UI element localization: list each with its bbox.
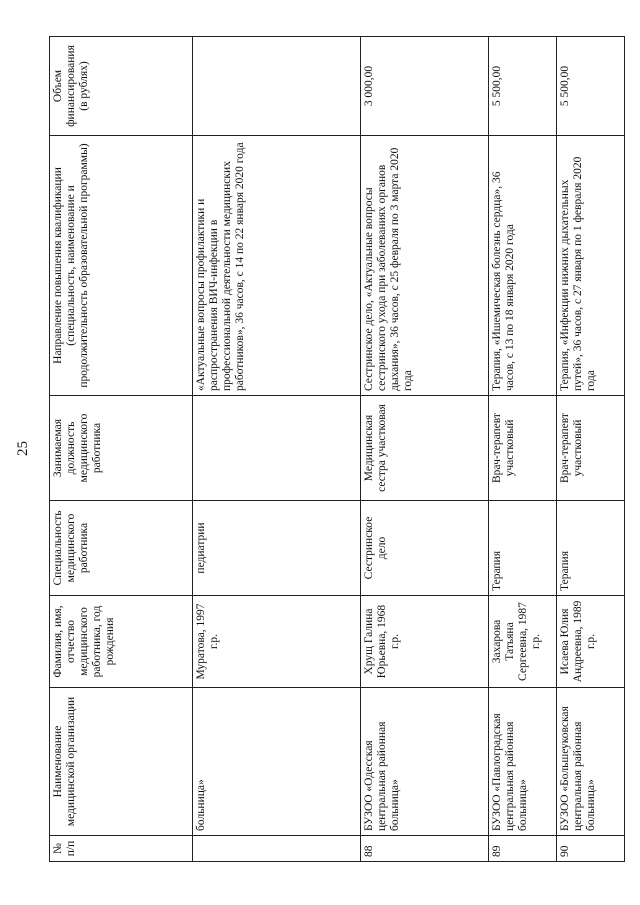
rotated-table-wrapper: [49, 37, 625, 862]
cell-organization: больница»: [192, 688, 360, 836]
cell-position: [192, 396, 360, 501]
cell-funding: 5 500,00: [489, 37, 557, 136]
cell-person: Муратова, 1997 г.р.: [192, 596, 360, 688]
cell-program: Терапия, «Ишемическая болезнь сердца», 36 часов, с 13 по 18 января 2020 года: [489, 136, 557, 396]
header-specialty: Специальность медицинского работника: [50, 501, 193, 596]
header-organization: Наименование медицинской организации: [50, 688, 193, 836]
cell-person: Исаева Юлия Андреевна, 1989 г.р.: [557, 596, 625, 688]
cell-person: Хрущ Галина Юрьевна, 1968 г.р.: [360, 596, 489, 688]
cell-specialty: педиатрии: [192, 501, 360, 596]
cell-number: [192, 836, 360, 862]
cell-program: «Актуальные вопросы профилактики и распространения ВИЧ-инфекции в профессиональной деятельности медицинских работников», 36 часов, с 14 по 22 января 2020 года: [192, 136, 360, 396]
cell-funding: 3 000,00: [360, 37, 489, 136]
page-number: 25: [15, 441, 31, 456]
header-program: Направление повышения квалификации (специальность, наименование и продолжительность образовательной программы): [50, 136, 193, 396]
cell-organization: БУЗОО «Павлоградская центральная районная больница»: [489, 688, 557, 836]
cell-position: Врач-терапевт участковый: [489, 396, 557, 501]
training-table: [49, 36, 625, 862]
cell-position: Врач-терапевт участковый: [557, 396, 625, 501]
cell-number: 90: [557, 836, 625, 862]
cell-organization: БУЗОО «Большеуковская центральная районная больница»: [557, 688, 625, 836]
cell-funding: [192, 37, 360, 136]
cell-specialty: Сестринское дело: [360, 501, 489, 596]
table-row: [489, 37, 557, 862]
cell-funding: 5 500,00: [557, 37, 625, 136]
cell-specialty: Терапия: [489, 501, 557, 596]
cell-program: Сестринское дело, «Актуальные вопросы сестринского ухода при заболеваниях органов дыхания», 36 часов, с 25 февраля по 3 марта 2020 года: [360, 136, 489, 396]
header-funding: Объем финансирования (в рублях): [50, 37, 193, 136]
cell-organization: БУЗОО «Одесская центральная районная больница»: [360, 688, 489, 836]
cell-number: 89: [489, 836, 557, 862]
cell-program: Терапия, «Инфекции нижних дыхательных путей», 36 часов, с 27 января по 1 февраля 2020 года: [557, 136, 625, 396]
header-person: Фамилия, имя, отчество медицинского работника, год рождения: [50, 596, 193, 688]
cell-specialty: Терапия: [557, 501, 625, 596]
header-number: № п/п: [50, 836, 193, 862]
cell-position: Медицинская сестра участковая: [360, 396, 489, 501]
cell-person: Захарова Татьяна Сергеевна, 1987 г.р.: [489, 596, 557, 688]
table-header-row: [50, 37, 193, 862]
table-row: [360, 37, 489, 862]
header-position: Занимаемая должность медицинского работника: [50, 396, 193, 501]
table-row: [192, 37, 360, 862]
table-row: [557, 37, 625, 862]
cell-number: 88: [360, 836, 489, 862]
